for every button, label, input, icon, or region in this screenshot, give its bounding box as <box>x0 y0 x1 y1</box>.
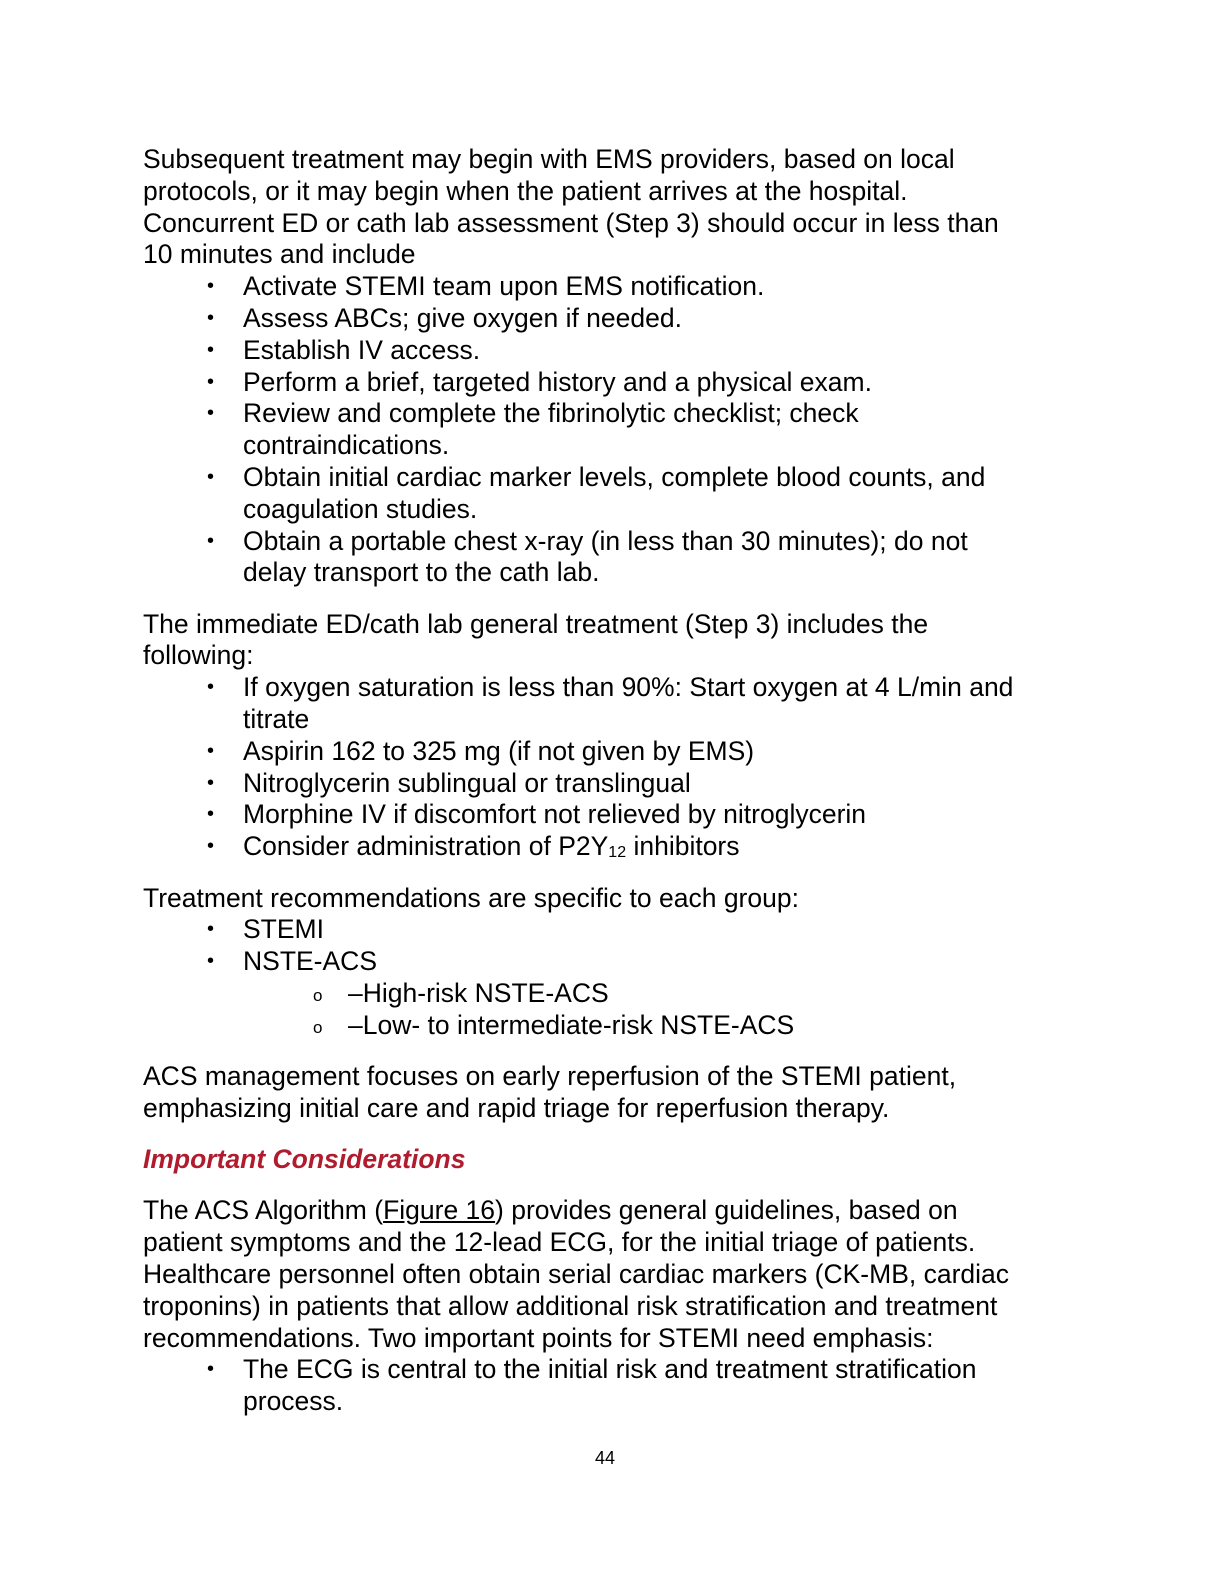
assessment-list <box>143 271 1013 589</box>
text-line: ACS management focuses on early reperfusion of the STEMI patient, <box>143 1061 957 1092</box>
bullet-icon: • <box>207 370 215 393</box>
text-line: process. <box>243 1386 344 1417</box>
paragraph-acs-management <box>143 1061 1013 1125</box>
bullet-icon: • <box>207 1358 215 1381</box>
bullet-icon: • <box>207 465 215 488</box>
text-line: The immediate ED/cath lab general treatment (Step 3) includes the <box>143 608 929 639</box>
text-line: Healthcare personnel often obtain serial cardiac markers (CK-MB, cardiac <box>143 1259 1010 1289</box>
list-item <box>143 462 1013 526</box>
text-line: Activate STEMI team upon EMS notification. <box>243 271 765 302</box>
text-line: Assess ABCs; give oxygen if needed. <box>243 302 682 333</box>
list-item <box>143 335 1013 367</box>
text-line: coagulation studies. <box>243 493 478 524</box>
general-treatment-list <box>143 672 1013 863</box>
list-item <box>143 799 1013 831</box>
list-item <box>143 978 1013 1010</box>
text-line: delay transport to the cath lab. <box>243 557 600 588</box>
list-item <box>143 946 1013 978</box>
bullet-icon: • <box>207 275 215 298</box>
list-item <box>143 271 1013 303</box>
bullet-icon: • <box>207 402 215 425</box>
text-line: titrate <box>243 704 310 735</box>
list-item <box>143 914 1013 946</box>
paragraph-treatment-groups <box>143 883 1013 915</box>
text-line: Obtain a portable chest x-ray (in less than 30 minutes); do not <box>243 525 968 556</box>
text-line: Morphine IV if discomfort not relieved by nitroglycerin <box>243 799 867 830</box>
text-line: following: <box>143 640 254 671</box>
bullet-icon: • <box>207 306 215 329</box>
bullet-icon: • <box>207 676 215 699</box>
section-heading: Important Considerations <box>143 1144 466 1175</box>
document-page <box>143 144 1013 1418</box>
bullet-icon: • <box>207 338 215 361</box>
text-line: Treatment recommendations are specific to each group: <box>143 882 799 913</box>
text-line: If oxygen saturation is less than 90%: Start oxygen at 4 L/min and <box>243 672 1014 703</box>
list-item <box>143 398 1013 462</box>
text-line: The ECG is central to the initial risk and treatment stratification <box>243 1354 977 1385</box>
bullet-icon: • <box>207 835 215 858</box>
text-line: Perform a brief, targeted history and a physical exam. <box>243 366 872 397</box>
text-line: Aspirin 162 to 325 mg (if not given by EMS) <box>243 735 755 766</box>
list-item <box>143 768 1013 800</box>
text-line: –Low- to intermediate-risk NSTE-ACS <box>348 1009 795 1040</box>
text-line: recommendations. Two important points for STEMI need emphasis: <box>143 1322 934 1353</box>
page-number: 44 <box>594 1448 616 1468</box>
text-line: Nitroglycerin sublingual or translingual <box>243 767 691 798</box>
text-line: Obtain initial cardiac marker levels, complete blood counts, and <box>243 461 986 492</box>
text-line: Subsequent treatment may begin with EMS providers, based on local <box>143 144 955 174</box>
list-item <box>143 1354 1013 1418</box>
list-item <box>143 367 1013 399</box>
text-line: Concurrent ED or cath lab assessment (Step 3) should occur in less than <box>143 207 999 238</box>
list-item <box>143 303 1013 335</box>
paragraph-subsequent-treatment <box>143 144 1013 271</box>
text-line: 10 minutes and include <box>143 239 416 270</box>
text-line: troponins) in patients that allow additional risk stratification and treatment <box>143 1290 998 1321</box>
list-item <box>143 736 1013 768</box>
bullet-icon: • <box>207 771 215 794</box>
text-line: Establish IV access. <box>243 334 481 365</box>
list-item <box>143 526 1013 590</box>
bullet-icon: • <box>207 803 215 826</box>
bullet-icon: • <box>207 918 215 941</box>
list-item <box>143 672 1013 736</box>
text-line: The ACS Algorithm (Figure 16) provides general guidelines, based on <box>143 1195 958 1226</box>
text-line: STEMI <box>243 914 324 945</box>
list-item <box>143 831 1013 863</box>
circle-bullet-icon: o <box>313 985 323 1005</box>
circle-bullet-icon: o <box>313 1017 323 1037</box>
text-line: Consider administration of $P2Y_{12}$ inhibitors <box>243 831 740 862</box>
text-line: Review and complete the fibrinolytic checklist; check <box>243 398 859 429</box>
paragraph-acs-algorithm <box>143 1195 1013 1354</box>
bullet-icon: • <box>207 739 215 762</box>
figure-16-link[interactable]: Figure 16 <box>383 1195 496 1226</box>
text-line: –High-risk NSTE-ACS <box>348 977 609 1008</box>
stemi-points-list <box>143 1354 1013 1418</box>
groups-list <box>143 914 1013 1041</box>
text-line: contraindications. <box>243 430 450 461</box>
text-line: NSTE-ACS <box>243 946 377 977</box>
subscript: 12 <box>608 844 627 862</box>
paragraph-general-treatment <box>143 609 1013 673</box>
text-line: patient symptoms and the 12-lead ECG, for the initial triage of patients. <box>143 1227 976 1258</box>
bullet-icon: • <box>207 529 215 552</box>
text-line: protocols, or it may begin when the patient arrives at the hospital. <box>143 175 908 206</box>
list-item <box>143 1010 1013 1042</box>
bullet-icon: • <box>207 950 215 973</box>
text-line: emphasizing initial care and rapid triage for reperfusion therapy. <box>143 1092 890 1123</box>
